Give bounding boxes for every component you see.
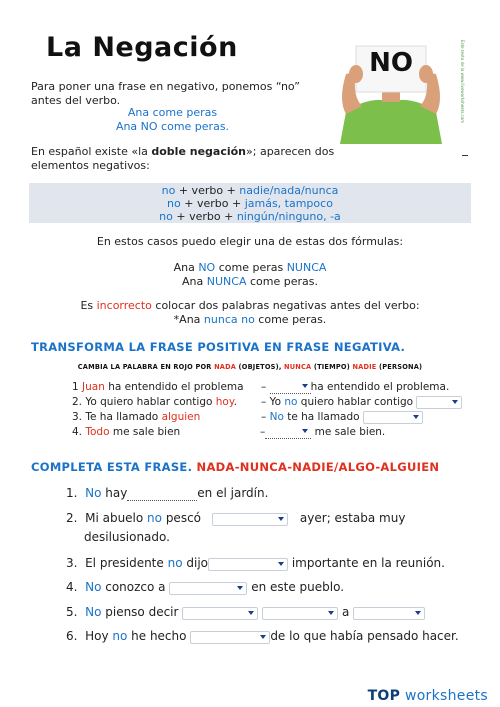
s1-row-4-dropdown[interactable]: [265, 426, 311, 439]
formula-box: [29, 183, 471, 223]
s2-row-5-dropdown-1[interactable]: [182, 607, 258, 620]
s1-row-2-dropdown[interactable]: [416, 396, 462, 409]
s2-row-4-dropdown[interactable]: [169, 582, 247, 595]
s2-row-1: 1. No hay en el jardín.: [66, 486, 269, 500]
chevron-down-icon: [248, 611, 254, 615]
s1-row-3-dropdown[interactable]: [363, 411, 423, 424]
photo-sign-text: NO: [369, 48, 413, 78]
section1-subheading: CAMBIA LA PALABRA EN ROJO POR NADA (OBJETOS), NUNCA (TIEMPO) NADIE (PERSONA): [77, 363, 423, 371]
chevron-down-icon: [260, 635, 266, 639]
intro-example-2: Ana NO come peras.: [115, 120, 230, 133]
page-title: La Negación: [46, 32, 238, 63]
intro-line-2: antes del verbo.: [31, 94, 121, 107]
chevron-down-icon: [302, 429, 308, 433]
s2-row-4: 4. No conozco a en este pueblo.: [66, 580, 345, 594]
incorrect-example: *Ana nunca no come peras.: [173, 313, 327, 326]
s2-row-3-dropdown[interactable]: [208, 558, 288, 571]
example-nunca: Ana NUNCA come peras.: [182, 275, 318, 288]
s2-row-2-cont: desilusionado.: [84, 530, 170, 544]
chevron-down-icon: [237, 586, 243, 590]
s2-row-1-dropdown[interactable]: [127, 488, 197, 501]
side-credit-text: Este texto de la www.liveworksheets.com: [460, 40, 465, 124]
photo-person-no-sign: [328, 40, 454, 144]
s1-row-4-left: 4. Todo me sale bien: [72, 426, 181, 438]
intro-line-1: Para poner una frase en negativo, ponemos “no”: [31, 80, 300, 93]
s2-row-2-dropdown[interactable]: [212, 513, 288, 526]
chevron-down-icon: [278, 562, 284, 566]
section2-heading: COMPLETA ESTA FRASE. NADA-NUNCA-NADIE/ALGO-ALGUIEN: [31, 460, 440, 474]
chevron-down-icon: [278, 517, 284, 521]
s2-row-2: 2. Mi abuelo no pescó ayer; estaba muy: [66, 511, 406, 525]
chevron-down-icon: [413, 415, 419, 419]
side-dash: [462, 155, 468, 156]
s2-row-5-dropdown-2[interactable]: [262, 607, 338, 620]
doble-negacion-text: En español existe «la doble negación»; aparecen dos elementos negativos:: [31, 145, 335, 172]
intro-example-1: Ana come peras: [127, 106, 218, 119]
doble-negacion-bold: doble negación: [151, 145, 247, 158]
footer-brand: TOP worksheets: [367, 688, 488, 704]
s1-row-3-right: – No te ha llamado: [261, 410, 423, 424]
s2-row-5-dropdown-3[interactable]: [353, 607, 425, 620]
s2-row-6: 6. Hoy no he hecho de lo que había pensado hacer.: [66, 629, 459, 643]
s1-row-2-right: – Yo no quiero hablar contigo: [261, 395, 462, 409]
chevron-down-icon: [415, 611, 421, 615]
section1-heading: TRANSFORMA LA FRASE POSITIVA EN FRASE NEGATIVA.: [31, 340, 406, 354]
incorrect-text: Es incorrecto colocar dos palabras negativas antes del verbo:: [80, 299, 420, 312]
chevron-down-icon: [328, 611, 334, 615]
s1-row-1-right: – ha entendido el problema.: [261, 381, 450, 393]
chevron-down-icon: [452, 400, 458, 404]
formula-line-3: no + verbo + ningún/ninguno, -a: [159, 210, 341, 223]
chevron-down-icon: [302, 384, 308, 388]
intro-text: [31, 80, 300, 108]
choose-text: En estos casos puedo elegir una de estas dos fórmulas:: [96, 235, 404, 248]
s1-row-2-left: 2. Yo quiero hablar contigo hoy.: [72, 396, 237, 408]
s1-row-3-left: 3. Te ha llamado alguien: [72, 411, 201, 423]
formula-line-1: no + verbo + nadie/nada/nunca: [161, 184, 339, 197]
s2-row-3: 3. El presidente no dijo importante en la reunión.: [66, 556, 445, 570]
s1-row-1-left: 1 Juan ha entendido el problema: [72, 381, 244, 393]
formula-line-2: no + verbo + jamás, tampoco: [167, 197, 333, 210]
s1-row-1-dropdown[interactable]: [270, 381, 311, 394]
example-no-nunca: Ana NO come peras NUNCA: [173, 261, 327, 274]
s1-row-4-right: – me sale bien.: [260, 426, 386, 438]
s2-row-5: 5. No pienso decir a: [66, 605, 425, 620]
s2-row-6-dropdown[interactable]: [190, 631, 270, 644]
